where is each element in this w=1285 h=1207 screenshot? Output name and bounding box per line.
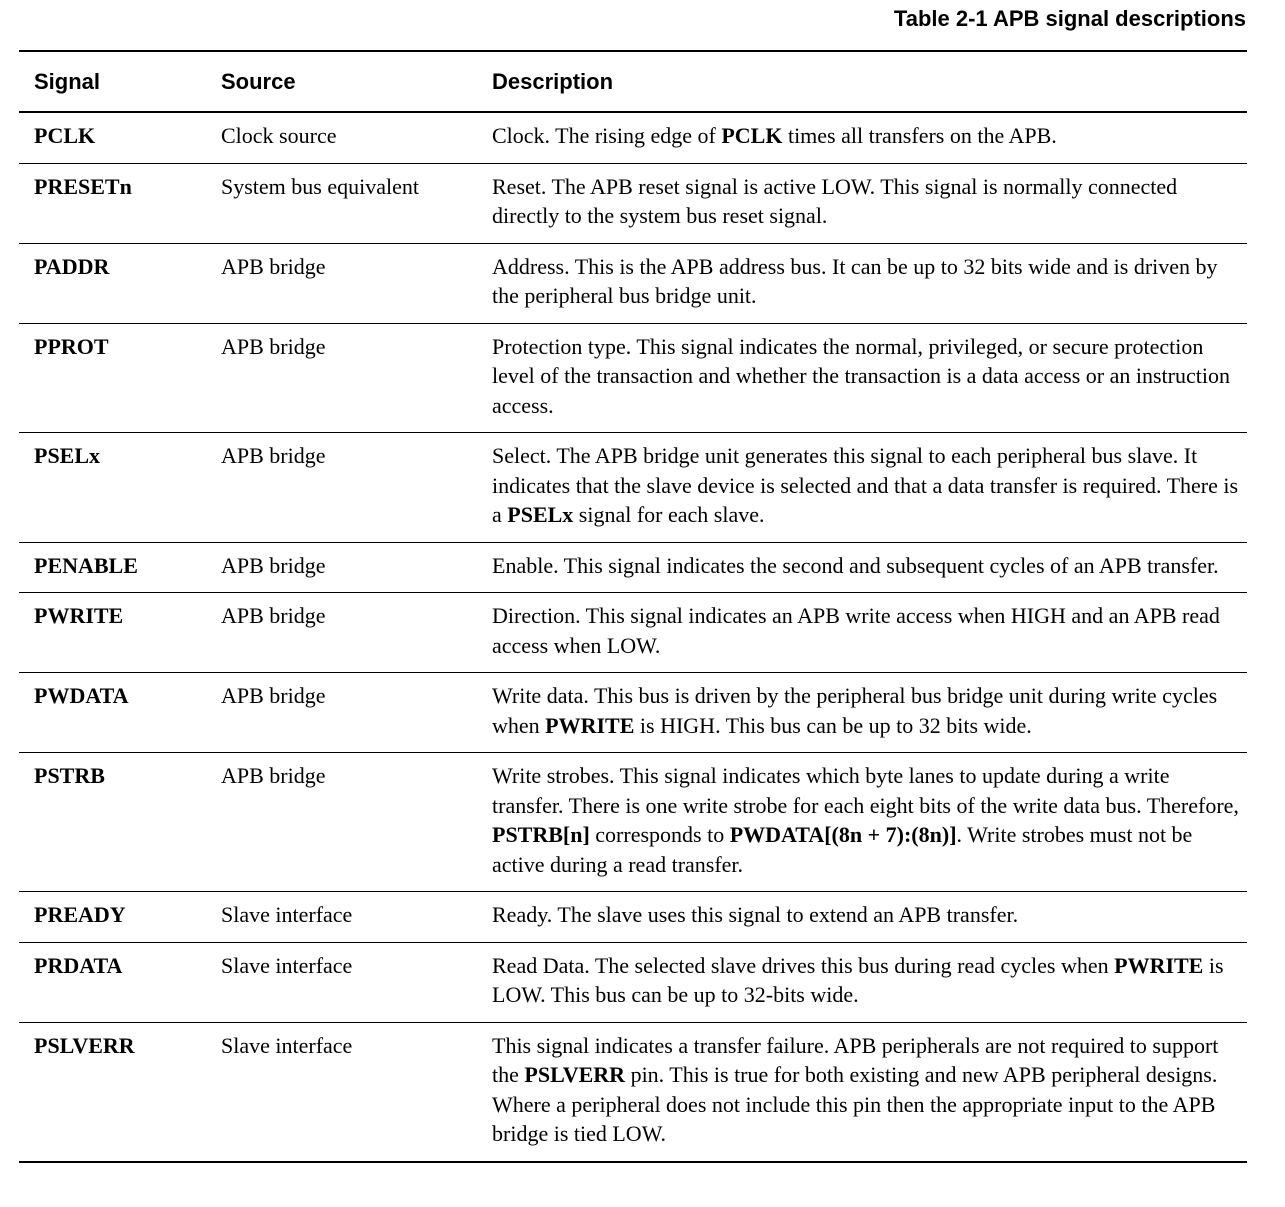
table-caption: Table 2-1 APB signal descriptions bbox=[893, 6, 1246, 31]
signal-description bbox=[477, 433, 1247, 543]
description-text: Write strobes. This signal indicates which byte lanes to update during a write transfer. There is one write strobe for each eight bits of the write data bus. Therefore, bbox=[492, 763, 1239, 818]
signal-description bbox=[477, 542, 1247, 593]
signal-source: APB bridge bbox=[221, 253, 326, 279]
signal-description bbox=[477, 243, 1247, 323]
header-description: Description bbox=[492, 68, 614, 94]
table-row bbox=[19, 323, 1247, 433]
table-row bbox=[19, 112, 1247, 163]
table-row bbox=[19, 433, 1247, 543]
signal-name: PSELx bbox=[34, 443, 101, 468]
signal-source: Slave interface bbox=[221, 902, 353, 927]
signal-description bbox=[477, 112, 1247, 163]
header-source: Source bbox=[221, 68, 296, 94]
description-emphasis: PWRITE bbox=[545, 712, 635, 738]
description-text: Write data. This bus is driven by the peripheral bus bridge unit during write cycles when bbox=[492, 683, 1218, 738]
description-emphasis: PSTRB[n] bbox=[492, 822, 590, 847]
description-text: Address. This is the APB address bus. It can be up to 32 bits wide and is driven by the peripheral bus bridge unit. bbox=[492, 253, 1218, 308]
signal-description bbox=[477, 1022, 1247, 1162]
signal-description bbox=[477, 593, 1247, 673]
description-text: is LOW. This bus can be up to 32-bits wide. bbox=[492, 952, 1224, 1007]
description-emphasis: PSELx bbox=[507, 502, 574, 527]
description-text: Direction. This signal indicates an APB write access when HIGH and an APB read access when LOW. bbox=[492, 603, 1220, 658]
table-row bbox=[19, 542, 1247, 593]
signal-description bbox=[477, 673, 1247, 753]
signal-source: APB bridge bbox=[221, 443, 326, 468]
signal-source: APB bridge bbox=[221, 683, 326, 708]
signal-name: PREADY bbox=[34, 902, 126, 927]
description-text: signal for each slave. bbox=[573, 502, 765, 527]
description-text: Read Data. The selected slave drives this bus during read cycles when bbox=[492, 952, 1115, 978]
signal-name: PWDATA bbox=[34, 683, 129, 708]
description-text: Enable. This signal indicates the second and subsequent cycles of an APB transfer. bbox=[492, 552, 1219, 578]
table-body bbox=[19, 112, 1247, 1162]
signal-name: PSLVERR bbox=[34, 1032, 135, 1058]
header-row bbox=[19, 51, 1247, 112]
description-emphasis: PWRITE bbox=[1114, 952, 1204, 978]
description-text: Reset. The APB reset signal is active LOW. This signal is normally connected directly to the system bus reset signal. bbox=[492, 173, 1178, 228]
description-text: Select. The APB bridge unit generates this signal to each peripheral bus slave. It indicates that the slave device is selected and that a data transfer is required. There is a bbox=[492, 443, 1239, 527]
table-row bbox=[19, 942, 1247, 1022]
table-row bbox=[19, 163, 1247, 243]
table-row bbox=[19, 1022, 1247, 1162]
signal-source: APB bridge bbox=[221, 552, 326, 578]
description-text: Clock. The rising edge of bbox=[492, 123, 722, 148]
signal-description bbox=[477, 163, 1247, 243]
table-row bbox=[19, 753, 1247, 892]
description-text: corresponds to bbox=[589, 822, 730, 847]
signal-source: APB bridge bbox=[221, 333, 326, 359]
table-row bbox=[19, 673, 1247, 753]
description-text: pin. This is true for both existing and new APB peripheral designs. Where a peripheral does not include this pin then the appropriate input to the APB bridge is tied LOW. bbox=[492, 1062, 1218, 1146]
signal-source: System bus equivalent bbox=[221, 173, 419, 199]
signal-source: Slave interface bbox=[221, 1032, 353, 1058]
signal-description bbox=[477, 942, 1247, 1022]
description-text: This signal indicates a transfer failure. APB peripherals are not required to support the bbox=[492, 1032, 1219, 1087]
description-text: . Write strobes must not be active during a read transfer. bbox=[492, 822, 1193, 877]
signal-name: PWRITE bbox=[34, 603, 124, 628]
description-emphasis: PCLK bbox=[721, 123, 783, 148]
signal-source: Slave interface bbox=[221, 952, 353, 978]
signal-name: PENABLE bbox=[34, 552, 138, 578]
description-text: times all transfers on the APB. bbox=[782, 123, 1057, 148]
description-text: is HIGH. This bus can be up to 32 bits wide. bbox=[634, 712, 1032, 738]
signal-name: PCLK bbox=[34, 123, 96, 148]
table-header bbox=[19, 51, 1247, 112]
signal-table bbox=[19, 50, 1247, 1163]
table-row bbox=[19, 892, 1247, 943]
table-row bbox=[19, 243, 1247, 323]
signal-name: PRDATA bbox=[34, 952, 123, 978]
description-text: Protection type. This signal indicates the normal, privileged, or secure protection level of the transaction and whether the transaction is a data access or an instruction access. bbox=[492, 333, 1230, 418]
signal-source: Clock source bbox=[221, 123, 337, 148]
table-row bbox=[19, 593, 1247, 673]
signal-description bbox=[477, 323, 1247, 433]
signal-source: APB bridge bbox=[221, 603, 326, 628]
signal-description bbox=[477, 892, 1247, 943]
signal-name: PRESETn bbox=[34, 173, 132, 199]
signal-name: PSTRB bbox=[34, 763, 105, 788]
signal-name: PADDR bbox=[34, 253, 110, 279]
signal-description bbox=[477, 753, 1247, 892]
signal-source: APB bridge bbox=[221, 763, 326, 788]
header-signal: Signal bbox=[34, 68, 101, 94]
signal-name: PPROT bbox=[34, 333, 109, 359]
description-text: Ready. The slave uses this signal to extend an APB transfer. bbox=[492, 902, 1019, 927]
description-emphasis: PWDATA[(8n + 7):(8n)] bbox=[729, 822, 957, 847]
description-emphasis: PSLVERR bbox=[524, 1062, 626, 1087]
